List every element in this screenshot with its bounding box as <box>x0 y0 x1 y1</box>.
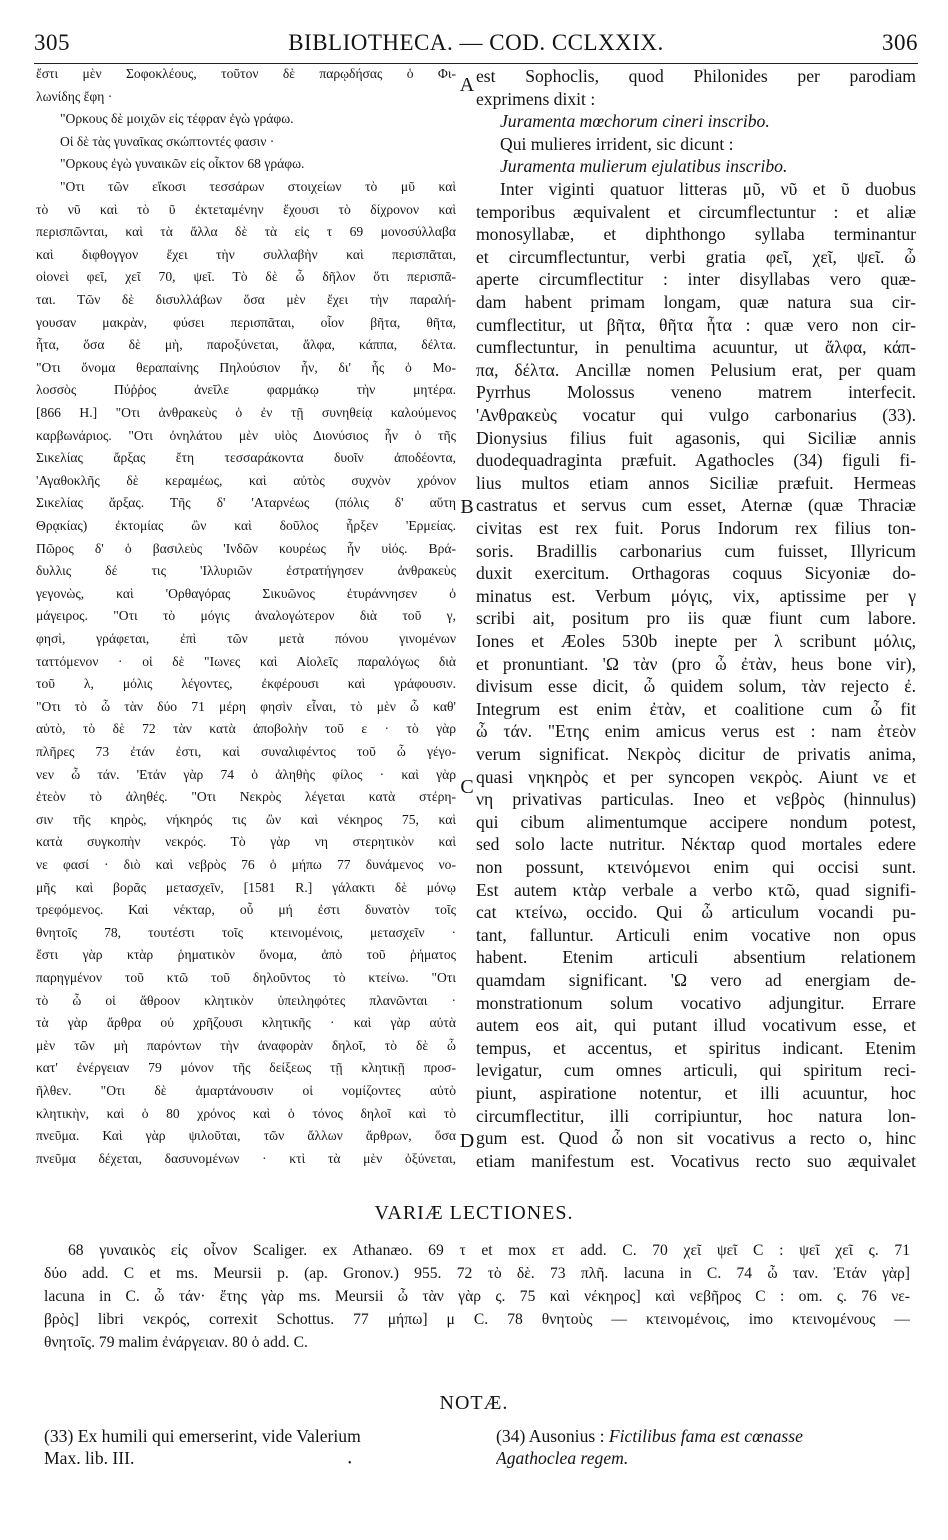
greek-text-line: κατ' ἐνέργειαν 79 μόνον τῆς δείξεως τῇ κλητικῇ προσ- <box>36 1060 456 1076</box>
greek-text-line: αὑτὸ, τὸ δὲ 72 τὰν κατὰ ἀποβολὴν τοῦ ε · τὸ γὰρ <box>36 721 456 737</box>
greek-text-line: πλῆρες 73 ἐτάν ἐστι, καὶ συναλιφέντος τοῦ ὦ γέγο- <box>36 744 456 759</box>
latin-text-line: duxit exercitum. Orthagoras coquus Sicyoniæ do- <box>476 563 916 584</box>
greek-text-line: "Οτι ὄνομα θεραπαίνης Πηλούσιον ἦν, δι' ἧς ὁ Μο- <box>36 359 456 375</box>
latin-text-line: temporibus æquivalent et circumflectuntur : et aliæ <box>476 201 916 222</box>
greek-text-line: σιν τῆς κηρὸς, νήκηρός τις ὢν καὶ νέκηρος 75, καὶ <box>36 811 456 827</box>
greek-text-line: ἐτεὸν τὸ ἀληθές. "Οτι Νεκρὸς λέγεται κατὰ στέρη- <box>36 789 456 805</box>
greek-text-line: Σικελίας ἄρξας. Τῆς δ' 'Αταρνέως (πόλις δ' αὕτη <box>36 495 456 511</box>
latin-text-line: castratus et servus cum esset, Aternæ (quæ Thraciæ <box>476 495 916 516</box>
greek-text-line: παρηγμένον τοῦ κτῶ τοῦ δηλοῦντος τὸ κτείνω. "Οτι <box>36 970 456 985</box>
latin-text-line: habent. Etenim articuli absentium relationem <box>476 947 916 968</box>
text-columns <box>36 66 916 1196</box>
latin-text-line: cumflectitur, ut βῆτα, θῆτα ἦτα : quæ vero non cir- <box>476 314 916 335</box>
latin-text-line: Integrum est enim ἐτὰν, et coalitione cum ὦ fit <box>476 698 916 719</box>
variant-line: δύο add. C et ms. Meursii p. (ap. Gronov.) 955. 72 τὸ δὲ. 73 πλῆ. lacuna in C. 74 ὦ ταν. Ἐτάν γὰρ] <box>44 1265 910 1282</box>
greek-text-line: "Ορκους δὲ μοιχῶν εἰς τέφραν ἐγὼ γράφω. <box>60 111 294 127</box>
latin-text-line: Est autem κτὰρ verbale a verbo κτῶ, quad signifi- <box>476 879 916 900</box>
notae-title: NOTÆ. <box>439 1392 509 1414</box>
latin-text-line: scribi ait, positum pro iis quæ fiunt cum labore. <box>476 608 916 629</box>
greek-text-line: γεγονὼς, καὶ 'Ορθαγόρας Σικυῶνος ἐτυράννησεν ὁ <box>36 585 456 601</box>
greek-text-line: μῆς καὶ βορᾶς μετασχεῖν, [1581 R.] γάλακτι δὲ μόνῳ <box>36 879 456 895</box>
note-34-line <box>496 1426 910 1447</box>
latin-text-line: Iones et Æoles 530b inepte per λ scribunt μόλις, <box>476 631 916 651</box>
latin-text-line: duodequadraginta præfuit. Agathocles (34) figuli fi- <box>476 450 916 471</box>
variant-line: βρὸς] libri νεκρός, correxit Schottus. 77 μήπω] μ C. 78 θνητοὺς — κτεινομένοις, imo κτεινομένους — <box>44 1311 910 1328</box>
latin-text-line: minatus est. Verbum μόγις, vix, aptissime per γ <box>476 585 916 606</box>
note-34-quote: Fictilibus fama est cœnasse <box>608 1426 803 1446</box>
latin-text-line: quamdam significant. 'Ω vero ad energiam de- <box>476 970 916 990</box>
stray-mark: • <box>348 1458 352 1469</box>
latin-text-line: tant, falluntur. Articuli enim vocative non opus <box>476 924 916 945</box>
greek-text-line: τὸ νῦ καὶ τὸ ῦ ἐκτεταμένην ἔχουσι τὸ δίχρονον καὶ <box>36 201 456 217</box>
latin-text-line: Juramenta mœchorum cineri inscribo. <box>500 111 770 132</box>
variant-line: θνητοῖς. 79 malim ἐνάργειαν. 80 ὁ add. C. <box>44 1334 308 1351</box>
latin-text-line: lius multos etiam annos Siciliæ præfuit. Hermeas <box>476 472 916 493</box>
greek-text-line: οἱονεὶ φεῖ, χεῖ 70, ψεῖ. Τὸ δὲ ὦ δῆλον ὅτι περισπᾶ- <box>36 269 456 285</box>
greek-text-line: καὶ διφθογγον ἔχει τὴν συλλαβὴν καὶ περισπᾶται, <box>36 246 456 262</box>
latin-text-line: non possunt, κτεινόμενοι enim qui occisi sunt. <box>476 857 916 877</box>
variae-lectiones-title: VARIÆ LECTIONES. <box>374 1202 574 1224</box>
greek-text-line: δυλλις δέ τις 'Ιλλυριῶν ἐστρατήγησεν ἀνθρακεὺς <box>36 563 456 579</box>
latin-text-line: piunt, aspiratione notentur, et illi acuuntur, hoc <box>476 1083 916 1103</box>
greek-text-line: νεν ὦ τάν. 'Ετάν γὰρ 74 ὁ ἀληθὴς φίλος · καὶ γὰρ <box>36 766 456 782</box>
latin-text-line: gum est. Quod ὦ non sit vocativus a recto ο, hinc <box>476 1128 916 1149</box>
greek-text-line: [866 H.] "Οτι ἀνθρακεὺς ὁ ἐν τῇ συνηθείᾳ καλούμενος <box>36 405 456 420</box>
latin-text-line: divisum esse dicit, ὦ quidem solum, τὰν rejecto ἐ. <box>476 676 916 697</box>
greek-text-line: λοσσὸς Πύῤῥος ἀνεῖλε φαρμάκῳ τὴν μητέρα. <box>36 382 456 398</box>
latin-text-line: Pyrrhus Molossus veneno matrem interfecit. <box>476 382 916 403</box>
latin-text-line: cumflectuntur, in penultima acuuntur, ut ἄλφα, κάπ- <box>476 337 916 358</box>
notae <box>44 1426 910 1486</box>
latin-text-line: civitas est rex fuit. Porus Indorum rex filius ton- <box>476 518 916 538</box>
greek-text-line: νε φασί · διὸ καὶ νεβρὸς 76 ὁ μήπω 77 δυνάμενος νο- <box>36 857 456 872</box>
latin-text-line: soris. Bradillis carbonarius cum fuisset, Illyricum <box>476 540 916 561</box>
latin-text-line: quasi νηκηρὸς et per syncopen νεκρὸς. Aiunt νε et <box>476 766 916 787</box>
greek-text-line: πνεῦμα. Καὶ γὰρ ψιλοῦται, τῶν ἄλλων ἄρθρων, ὅσα <box>36 1128 456 1144</box>
greek-text-line: ταττόμενον · οἱ δὲ "Ιωνες καὶ Αἰολεῖς παραλόγως διὰ <box>36 653 456 669</box>
greek-text-line: κατὰ συγκοπὴν νεκρός. Τὸ γὰρ νη στερητικὸν καὶ <box>36 834 456 850</box>
variae-lectiones <box>44 1242 910 1392</box>
latin-text-line: aperte circumflectitur : inter disyllabas vero quæ- <box>476 269 916 290</box>
note-34-line: Agathoclea regem. <box>496 1448 629 1468</box>
latin-text-line: νη privativas particulas. Ineo et νεβρὸς (hinnulus) <box>476 789 916 810</box>
greek-text-line: περισπῶνται, καὶ τὰ ἄλλα δὲ τὰ εἰς τ 69 μονοσύλλαβα <box>36 224 456 240</box>
latin-text-line: monstrationum solum vocativo adjungitur. Errare <box>476 992 916 1013</box>
latin-text-line: Dionysius filius fuit agasonis, qui Siciliæ annis <box>476 427 916 448</box>
greek-text-line: τὰ γὰρ ἄρθρα οὐ χρῆζουσι κλητικῆς · καὶ γὰρ αὐτὰ <box>36 1015 456 1031</box>
greek-text-line: μάγειρος. "Οτι τὸ μόγις ἀναλογώτερον διὰ τοῦ γ, <box>36 608 456 624</box>
latin-text-line: Inter viginti quatuor litteras μῦ, νῦ et ῦ duobus <box>500 179 916 199</box>
greek-text-line: ἔστι μὲν Σοφοκλέους, τοῦτον δὲ παρῳδήσας ὁ Φι- <box>36 66 456 81</box>
note-34-label: (34) Ausonius : <box>496 1426 605 1446</box>
greek-text-line: κλητικὴν, καὶ ὁ 80 χρόνος καὶ ὁ τόνος δηλοῖ καὶ τὸ <box>36 1105 456 1121</box>
latin-text-line: dam habent primam longam, quæ natura sua cir- <box>476 292 916 312</box>
greek-text-line: "Ορκους ἐγὼ γυναικῶν εἰς οἶκτον 68 γράφω. <box>60 156 305 172</box>
latin-text-line: sed solo lacte nutritur. Νέκταρ quod mortales edere <box>476 834 916 855</box>
note-33-line: (33) Ex humili qui emerserint, vide Valerium <box>44 1426 361 1446</box>
latin-text-line: Juramenta mulierum ejulatibus inscribo. <box>500 156 788 177</box>
greek-text-line: ται. Τῶν δὲ δισυλλάβων ὅσα μὲν ἔχει τὴν παραλή- <box>36 292 456 307</box>
margin-letter-b: B <box>460 496 474 518</box>
greek-text-line: τὸ ὦ οἱ ἄθροον κλητικὸν ὑπειληφότες πλανῶνται · <box>36 992 456 1008</box>
greek-text-line: πνεῦμα δέχεται, δασυνομένων · κτὶ τὰ μὲν ὀξύνεται, <box>36 1150 456 1166</box>
latin-text-line: ὦ τάν. "Ετης enim amicus verus est : nam ἐτεὸν <box>476 721 916 742</box>
latin-text-line: levigatur, cum omnes articuli, qui spiritum reci- <box>476 1060 916 1081</box>
variant-line: lacuna in C. ὦ τάν· ἔτης γὰρ ms. Meursii ὦ τὰν γὰρ ς. 75 καὶ νέκηρος] καὶ νεβῆρος C : om. ς. 76 νε- <box>44 1288 910 1305</box>
latin-text-line: Qui mulieres irrident, sic dicunt : <box>500 133 734 154</box>
greek-text-line: Θρᾳκίας) ἐκτομίας ὢν καὶ δοῦλος ἦρξεν 'Ερμείας. <box>36 518 456 533</box>
greek-text-line: Σικελίας ἄρξας ἔτη τεσσαράκοντα δυοῖν ἀποδέοντα, <box>36 450 456 466</box>
greek-text-line: γουσαν μακρὰν, φύσει περισπᾶται, οἷον βῆτα, θῆτα, <box>36 314 456 330</box>
margin-letter-c: C <box>460 776 474 798</box>
latin-text-line: monosyllabæ, et diphthongo syllaba terminantur <box>476 224 916 245</box>
greek-text-line: ῆλθεν. "Οτι δὲ ἁμαρτάνουσιν οἱ νομίζοντες αὐτὸ <box>36 1083 456 1098</box>
header-rule <box>34 63 918 64</box>
running-head <box>34 30 918 64</box>
latin-text-line: 'Ανθρακεὺς vocatur qui vulgo carbonarius (33). <box>476 405 916 425</box>
latin-text-line: tempus, et accentus, et spiritus indicant. Etenim <box>476 1037 916 1058</box>
latin-text-line: etiam manifestum est. Vocativus recto suo æquivalet <box>476 1150 916 1171</box>
latin-text-line: exprimens dixit : <box>476 88 596 109</box>
margin-letter-d: D <box>459 1130 475 1152</box>
greek-text-line: τοῦ λ, μόλις λέγοντες, ἐκφέρουσι καὶ γράφουσιν. <box>36 676 456 692</box>
latin-text-line: autem eos ait, qui putant illud vocativum esse, et <box>476 1015 916 1036</box>
greek-text-line: θνητοῖς 78, τουτέστι τοῖς κτεινομένοις, μετασχεῖν · <box>36 924 456 940</box>
variant-line: 68 γυναικὸς εἰς οἶνον Scaliger. ex Athanæo. 69 τ et mox ετ add. C. 70 χεῖ ψεῖ C : ψεῖ χεῖ ς. 71 <box>68 1242 910 1259</box>
greek-text-line: μὲν τῶν μὴ παρόντων τὴν ἀναφορὰν δηλοῖ, τὸ δὲ ὦ <box>36 1037 456 1053</box>
latin-text-line: circumflectitur, illi corripiuntur, hoc natura lon- <box>476 1105 916 1126</box>
greek-text-line: τρεφόμενος. Καὶ νέκταρ, οὗ μή ἐστι δυνατὸν τοῖς <box>36 902 456 918</box>
latin-text-line: et pronuntiant. 'Ω τὰν (pro ὦ ἐτὰν, heus bone vir), <box>476 653 916 674</box>
latin-text-line: πα, δέλτα. Ancillæ nomen Pelusium erat, per quam <box>476 359 916 380</box>
latin-text-line: qui cibum alimentumque accipere nondum potest, <box>476 811 916 832</box>
greek-text-line: καρβωνάριος. "Οτι ὀνηλάτου μὲν υἱὸς Διονύσιος ἦν ὁ τῆς <box>36 427 456 443</box>
greek-text-line: Πῶρος δ' ὁ βασιλεὺς 'Ινδῶν κουρέως ἦν υἱός. Βρά- <box>36 540 456 556</box>
greek-text-line: φησὶ, γράφεται, ἐπὶ τῶν μετὰ πόνου γινομένων <box>36 631 456 646</box>
greek-text-line: "Οτι τὸ ὦ τὰν δύο 71 μέρη φησὶν εἶναι, τὸ μὲν ὦ καθ' <box>36 698 456 714</box>
latin-text-line: est Sophoclis, quod Philonides per parodiam <box>476 66 916 86</box>
page-number-right: 306 <box>882 30 918 55</box>
greek-text-line: 'Αγαθοκλῆς δὲ κεραμέως, καὶ αὐτὸς συχνὸν χρόνον <box>36 472 456 488</box>
greek-text-line: ἦτα, ὅσα δὲ μὴ, παροξύνεται, ἄλφα, κάππα, δέλτα. <box>36 337 456 353</box>
greek-text-line: λωνίδης ἔφη · <box>36 88 113 104</box>
margin-letter-a: A <box>459 74 475 96</box>
note-33-line: Max. lib. III. <box>44 1448 135 1468</box>
latin-text-line: cat κτείνω, occido. Qui ὦ articulum vocandi pu- <box>476 902 916 923</box>
latin-text-line: et circumflectuntur, verbi gratia φεῖ, χεῖ, ψεῖ. ὦ <box>476 246 916 267</box>
greek-text-line: Οἱ δὲ τὰς γυναῖκας σκώπτοντές φασιν · <box>60 133 275 149</box>
page-number-left: 305 <box>34 30 70 55</box>
latin-text-line: verum significat. Νεκρὸς dicitur de privatis anima, <box>476 744 916 764</box>
running-title: BIBLIOTHECA. — COD. CCLXXIX. <box>288 30 664 55</box>
greek-text-line: ἔστι γὰρ κτὰρ ῥηματικὸν ὄνομα, ἀπὸ τοῦ ῥήματος <box>36 947 456 963</box>
greek-text-line: "Οτι τῶν εἴκοσι τεσσάρων στοιχείων τὸ μῦ καὶ <box>60 179 456 194</box>
